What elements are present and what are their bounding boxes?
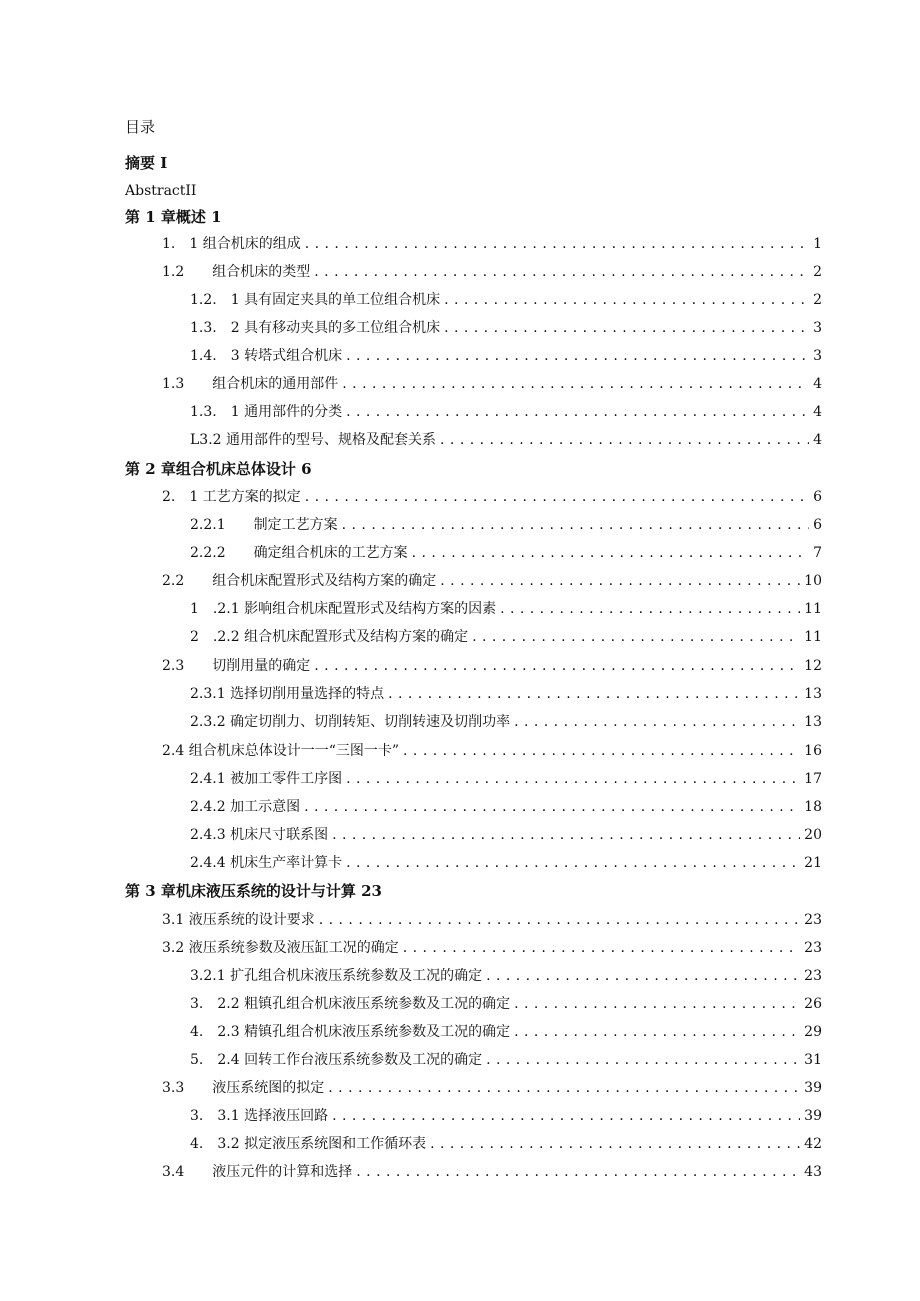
toc-entry-title: 2.4 组合机床总体设计一一“三图一卡” [162,743,400,759]
toc-entry[interactable] [190,993,822,1015]
toc-entry-title: 2.4.2 加工示意图 [190,799,301,815]
toc-dot-leader [304,796,800,818]
toc-entry[interactable] [162,486,822,508]
toc-page-number: 26 [804,996,822,1012]
toc-dot-leader [514,711,800,733]
toc-entry-title: 3.1 液压系统的设计要求 [162,912,315,928]
toc-entry[interactable] [190,401,822,423]
toc-dot-leader [346,401,809,423]
toc-entry-title: 第 3 章机床液压系统的设计与计算 23 [125,882,382,900]
toc-entry[interactable] [162,570,822,592]
toc-entry-title: 5. 2.4 回转工作台液压系统参数及工况的确定 [190,1052,483,1068]
toc-dot-leader [346,345,809,367]
toc-entry[interactable] [125,180,196,202]
toc-entry-title: 2.2.1 制定工艺方案 [190,517,338,533]
toc-entry-title: 2.3 切削用量的确定 [162,658,311,674]
toc-entry-title: 1. 1 组合机床的组成 [162,236,301,252]
toc-entry[interactable] [190,1021,822,1043]
toc-dot-leader [403,740,800,762]
toc-entry[interactable] [190,711,822,733]
toc-entry[interactable] [190,796,822,818]
toc-chapter-entry[interactable] [125,880,382,902]
toc-dot-leader [444,317,809,339]
toc-entry[interactable] [162,373,822,395]
toc-page-number: 23 [804,968,822,984]
toc-entry[interactable] [190,542,822,564]
toc-dot-leader [403,937,800,959]
toc-entry-title: 2.2.2 确定组合机床的工艺方案 [190,545,408,561]
toc-page-number: 17 [804,771,822,787]
toc-dot-leader [342,514,809,536]
toc-entry-title: 2.3.1 选择切削用量选择的特点 [190,686,385,702]
toc-page-number: 18 [804,799,822,815]
toc-entry-title: 3.4 液压元件的计算和选择 [162,1164,353,1180]
toc-page-number: 6 [813,489,822,505]
toc-entry-title: 第 1 章概述 1 [125,208,222,226]
toc-page-number: 42 [804,1136,822,1152]
toc-dot-leader [305,486,809,508]
toc-page-number: 13 [804,686,822,702]
toc-dot-leader [430,1133,800,1155]
toc-dot-leader [328,1077,800,1099]
toc-entry-title: 3.2 液压系统参数及液压缸工况的确定 [162,940,399,956]
toc-entry-title: 3. 2.2 粗镇孔组合机床液压系统参数及工况的确定 [190,996,511,1012]
toc-title: 目录 [125,118,156,136]
toc-dot-leader [346,768,800,790]
toc-chapter-entry[interactable] [125,206,222,228]
toc-entry-title: 1.3. 1 通用部件的分类 [190,404,343,420]
toc-entry[interactable] [162,1077,822,1099]
toc-dot-leader [314,655,800,677]
toc-page-number: 39 [804,1080,822,1096]
toc-entry-title: 2.3.2 确定切削力、切削转矩、切削转速及切削功率 [190,714,511,730]
toc-page-number: 3 [813,348,822,364]
toc-entry-title: 3. 3.1 选择液压回路 [190,1108,329,1124]
toc-entry[interactable] [190,429,822,451]
toc-entry-title: 1 .2.1 影响组合机床配置形式及结构方案的因素 [190,601,497,617]
toc-page-number: 20 [804,827,822,843]
toc-page-number: 7 [813,545,822,561]
toc-page-number: 10 [804,573,822,589]
toc-dot-leader [440,429,809,451]
toc-entry[interactable] [162,909,822,931]
toc-entry-title: 1.3 组合机床的通用部件 [162,376,339,392]
toc-dot-leader [472,626,800,648]
toc-entry[interactable] [190,965,822,987]
toc-entry-title: 4. 3.2 拟定液压系统图和工作循环表 [190,1136,427,1152]
toc-page-number: 1 [813,236,822,252]
toc-page-number: 16 [804,743,822,759]
toc-entry-title: 2.4.4 机床生产率计算卡 [190,855,343,871]
toc-entry[interactable] [162,1161,822,1183]
toc-dot-leader [346,852,800,874]
toc-entry[interactable] [190,317,822,339]
toc-dot-leader [500,598,800,620]
toc-entry-title: 2. 1 工艺方案的拟定 [162,489,301,505]
toc-entry[interactable] [190,683,822,705]
toc-chapter-entry[interactable] [125,458,312,480]
toc-entry-title: 1.2 组合机床的类型 [162,264,311,280]
toc-entry[interactable] [190,1133,822,1155]
toc-page-number: 29 [804,1024,822,1040]
toc-entry[interactable] [190,514,822,536]
toc-entry-title: 摘要 I [125,154,168,172]
toc-page-number: 3 [813,320,822,336]
toc-entry[interactable] [190,852,822,874]
toc-entry-title: AbstractII [125,183,197,199]
toc-page-number: 31 [804,1052,822,1068]
toc-page-number: 4 [813,404,822,420]
toc-page-number: 43 [804,1164,822,1180]
toc-page-number: 21 [804,855,822,871]
toc-entry[interactable] [190,345,822,367]
toc-page-number: 6 [813,517,822,533]
toc-entry-title: 3.2.1 扩孔组合机床液压系统参数及工况的确定 [190,968,483,984]
toc-page-number: 39 [804,1108,822,1124]
toc-entry[interactable] [162,233,822,255]
toc-entry[interactable] [190,824,822,846]
toc-entry-title: 4. 2.3 精镇孔组合机床液压系统参数及工况的确定 [190,1024,511,1040]
toc-chapter-entry[interactable] [125,152,167,174]
toc-dot-leader [356,1161,800,1183]
toc-entry[interactable] [190,1049,822,1071]
toc-page-number: 4 [813,432,822,448]
toc-page-number: 11 [804,601,822,617]
toc-dot-leader [412,542,809,564]
toc-dot-leader [514,1021,800,1043]
toc-entry[interactable] [162,261,822,283]
toc-dot-leader [319,909,800,931]
toc-entry-title: 2 .2.2 组合机床配置形式及结构方案的确定 [190,629,469,645]
toc-entry[interactable] [162,655,822,677]
toc-dot-leader [440,570,800,592]
toc-entry-title: L3.2 通用部件的型号、规格及配套关系 [190,432,437,448]
toc-entry-title: 2.2 组合机床配置形式及结构方案的确定 [162,573,437,589]
toc-dot-leader [486,1049,800,1071]
toc-entry[interactable] [190,289,822,311]
toc-entry-title: 第 2 章组合机床总体设计 6 [125,460,312,478]
toc-dot-leader [514,993,800,1015]
toc-dot-leader [314,261,809,283]
toc-dot-leader [486,965,800,987]
toc-page-number: 13 [804,714,822,730]
toc-dot-leader [388,683,800,705]
toc-entry-title: 1.3. 2 具有移动夹具的多工位组合机床 [190,320,441,336]
toc-entry[interactable] [190,768,822,790]
toc-entry[interactable] [190,1105,822,1127]
toc-dot-leader [332,1105,800,1127]
toc-entry[interactable] [190,598,822,620]
toc-dot-leader [342,373,809,395]
toc-entry-title: 3.3 液压系统图的拟定 [162,1080,325,1096]
toc-dot-leader [305,233,809,255]
toc-entry-title: 2.4.3 机床尺寸联系图 [190,827,329,843]
toc-entry-title: 1.2. 1 具有固定夹具的单工位组合机床 [190,292,441,308]
toc-entry-title: 1.4. 3 转塔式组合机床 [190,348,343,364]
toc-page-number: 23 [804,940,822,956]
toc-entry[interactable] [162,937,822,959]
toc-dot-leader [332,824,800,846]
toc-entry[interactable] [190,626,822,648]
toc-page-number: 12 [804,658,822,674]
toc-page-number: 2 [813,292,822,308]
toc-entry[interactable] [162,740,822,762]
toc-dot-leader [444,289,809,311]
toc-page-number: 23 [804,912,822,928]
toc-entry-title: 2.4.1 被加工零件工序图 [190,771,343,787]
toc-page-number: 4 [813,376,822,392]
toc-page-number: 11 [804,629,822,645]
toc-page-number: 2 [813,264,822,280]
